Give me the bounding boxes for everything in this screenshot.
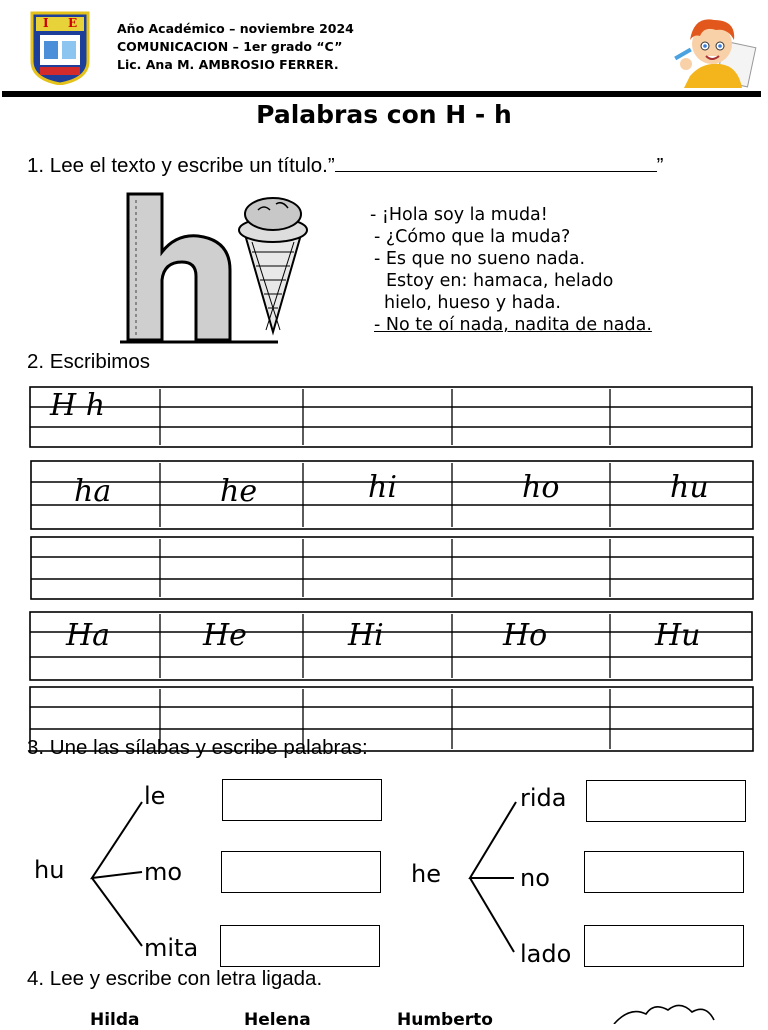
- h-illustration: [118, 190, 318, 350]
- model-he: he: [220, 474, 258, 509]
- q4-instruction: 4. Lee y escribe con letra ligada.: [27, 967, 323, 990]
- teacher-name: Lic. Ana M. AMBROSIO FERRER.: [117, 57, 339, 72]
- letter-h-icecream-icon: [118, 190, 318, 350]
- model-ho: ho: [522, 470, 560, 505]
- model-hi: hi: [368, 470, 397, 505]
- logo-letter-i: I: [43, 16, 49, 30]
- student-illustration: [672, 14, 758, 88]
- bubble-line-1: - ¡Hola soy la muda!: [370, 205, 548, 225]
- bubble-line-5: hielo, hueso y hada.: [384, 293, 561, 313]
- ending-le: le: [144, 782, 166, 810]
- title-blank[interactable]: [335, 151, 657, 172]
- bubble-line-4: Estoy en: hamaca, helado: [386, 271, 614, 291]
- q1-label: 1. Lee el texto y escribe un título.”: [27, 154, 335, 177]
- q2-instruction: 2. Escribimos: [27, 350, 151, 373]
- bubble-line-2: - ¿Cómo que la muda?: [374, 227, 571, 247]
- model-He: He: [203, 618, 247, 653]
- page-title: Palabras con H - h: [256, 100, 512, 129]
- model-hh: H h: [50, 388, 106, 423]
- model-Ho: Ho: [503, 618, 548, 653]
- header-info: [117, 20, 354, 74]
- header-divider: [2, 91, 761, 97]
- name-humberto: Humberto: [397, 1010, 493, 1030]
- handwriting-lines: [28, 385, 756, 755]
- ending-rida: rida: [520, 784, 567, 812]
- q1-instruction: [27, 151, 664, 178]
- name-helena: Helena: [244, 1010, 311, 1030]
- answer-box-helado[interactable]: [584, 925, 744, 967]
- answer-box-humita[interactable]: [220, 925, 380, 967]
- logo-letter-e: E: [68, 16, 78, 30]
- cursive-loop-icon: [610, 1000, 730, 1024]
- name-hilda: Hilda: [90, 1010, 140, 1030]
- root-he: he: [411, 860, 441, 888]
- root-hu: hu: [34, 856, 65, 884]
- q3-instruction: 3. Une las sílabas y escribe palabras:: [27, 736, 368, 759]
- academic-year: Año Académico – noviembre 2024: [117, 21, 354, 36]
- answer-box-humo[interactable]: [221, 851, 381, 893]
- ending-mita: mita: [144, 934, 199, 962]
- model-hu: hu: [670, 470, 709, 505]
- course-grade: COMUNICACION – 1er grado “C”: [117, 39, 343, 54]
- ending-mo: mo: [144, 858, 183, 886]
- school-shield-icon: [30, 11, 90, 85]
- boy-writing-icon: [672, 14, 758, 88]
- model-ha: ha: [74, 474, 112, 509]
- answer-box-hule[interactable]: [222, 779, 382, 821]
- writing-grid[interactable]: [28, 385, 756, 755]
- speech-text: [370, 204, 652, 336]
- school-logo: [30, 11, 90, 85]
- bubble-line-6: - No te oí nada, nadita de nada.: [374, 315, 652, 335]
- model-Hi: Hi: [348, 618, 384, 653]
- ending-lado: lado: [520, 940, 572, 968]
- model-Hu: Hu: [655, 618, 701, 653]
- answer-box-heno[interactable]: [584, 851, 744, 893]
- model-Ha: Ha: [66, 618, 111, 653]
- answer-box-herida[interactable]: [586, 780, 746, 822]
- ending-no: no: [520, 864, 550, 892]
- bubble-line-3: - Es que no sueno nada.: [374, 249, 586, 269]
- q1-close-quote: ”: [656, 154, 664, 177]
